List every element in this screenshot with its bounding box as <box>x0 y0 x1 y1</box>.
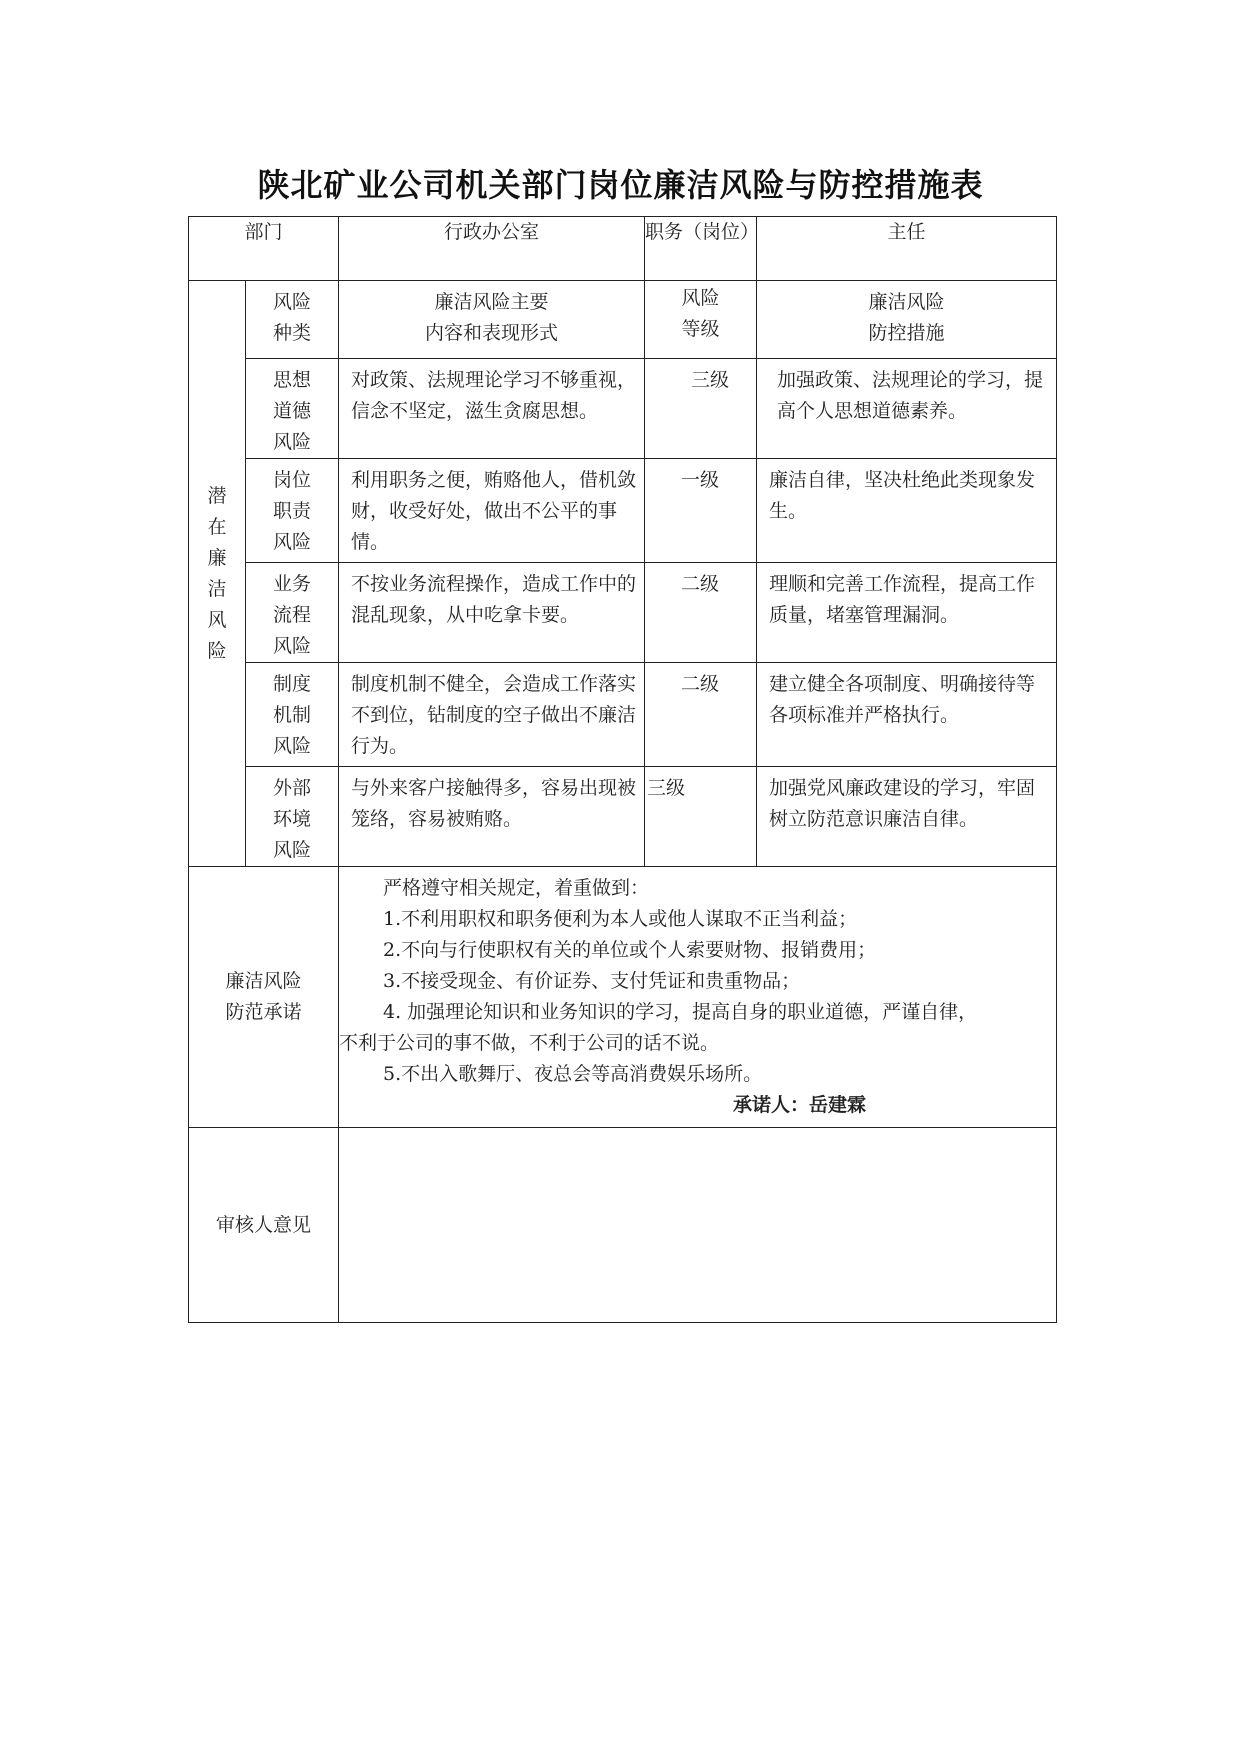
commitment-intro: 严格遵守相关规定，着重做到： <box>383 877 650 899</box>
dept-label: 部门 <box>189 217 339 281</box>
risk-measures: 加强党风廉政建设的学习，牢固树立防范意识廉洁自律。 <box>757 767 1057 867</box>
risk-content: 不按业务流程操作，造成工作中的混乱现象，从中吃拿卡要。 <box>339 563 645 663</box>
risk-row <box>189 563 1057 663</box>
signer: 承诺人：岳建霖 <box>733 1094 867 1116</box>
risk-content: 利用职务之便，贿赂他人，借机敛财，收受好处，做出不公平的事情。 <box>339 459 645 563</box>
risk-content: 制度机制不健全，会造成工作落实不到位，钻制度的空子做出不廉洁行为。 <box>339 663 645 767</box>
risk-level: 三级 <box>645 359 757 459</box>
position-label: 职务（岗位） <box>645 217 757 281</box>
commitment-item: 1.不利用职权和职务便利为本人或他人谋取不正当利益； <box>383 908 858 930</box>
dept-value: 行政办公室 <box>339 217 645 281</box>
column-header-row <box>189 281 1057 359</box>
risk-type: 制度 机制 风险 <box>273 673 312 757</box>
commitment-item: 5.不出入歌舞厅、夜总会等高消费娱乐场所。 <box>383 1063 763 1085</box>
commitment-item: 4. 加强理论知识和业务知识的学习，提高自身的职业道德，严谨自律， <box>383 1001 978 1023</box>
risk-measures: 加强政策、法规理论的学习，提高个人思想道德素养。 <box>757 359 1057 459</box>
risk-measures: 廉洁自律，坚决杜绝此类现象发生。 <box>757 459 1057 563</box>
review-row <box>189 1128 1057 1323</box>
col-risk-measures: 廉洁风险 防控措施 <box>868 291 945 344</box>
risk-type: 岗位 职责 风险 <box>273 469 312 553</box>
header-row <box>189 217 1057 281</box>
position-value: 主任 <box>757 217 1057 281</box>
col-risk-content: 廉洁风险主要 内容和表现形式 <box>425 291 559 344</box>
risk-measures: 建立健全各项制度、明确接待等各项标准并严格执行。 <box>757 663 1057 767</box>
review-label: 审核人意见 <box>189 1128 339 1323</box>
commitment-item-continued: 不利于公司的事不做，不利于公司的话不说。 <box>339 1032 720 1054</box>
commitment-label: 廉洁风险 防范承诺 <box>225 970 302 1023</box>
review-opinion <box>339 1128 1057 1323</box>
risk-content: 与外来客户接触得多，容易出现被笼络，容易被贿赂。 <box>339 767 645 867</box>
risk-level: 三级 <box>645 767 757 867</box>
risk-level: 二级 <box>645 663 757 767</box>
risk-content: 对政策、法规理论学习不够重视，信念不坚定，滋生贪腐思想。 <box>339 359 645 459</box>
risk-row <box>189 767 1057 867</box>
risk-row <box>189 359 1057 459</box>
document-title: 陕北矿业公司机关部门岗位廉洁风险与防控措施表 <box>257 166 984 204</box>
col-risk-type: 风险 种类 <box>273 291 312 344</box>
commitment-row <box>189 867 1057 1128</box>
risk-control-table <box>188 216 1057 1323</box>
risk-type: 思想 道德 风险 <box>273 369 312 453</box>
commitment-item: 2.不向与行使职权有关的单位或个人索要财物、报销费用； <box>383 939 877 961</box>
risk-row <box>189 663 1057 767</box>
risk-level: 二级 <box>645 563 757 663</box>
commitment-content <box>339 867 1057 1128</box>
risk-type: 外部 环境 风险 <box>273 777 312 861</box>
commitment-item: 3.不接受现金、有价证券、支付凭证和贵重物品； <box>383 970 801 992</box>
risk-type: 业务 流程 风险 <box>273 573 312 657</box>
col-risk-level: 风险 等级 <box>681 287 720 340</box>
risk-level: 一级 <box>645 459 757 563</box>
risk-row <box>189 459 1057 563</box>
risk-measures: 理顺和完善工作流程，提高工作质量，堵塞管理漏洞。 <box>757 563 1057 663</box>
risk-section-label: 潜 在 廉 洁 风 险 <box>189 281 246 867</box>
